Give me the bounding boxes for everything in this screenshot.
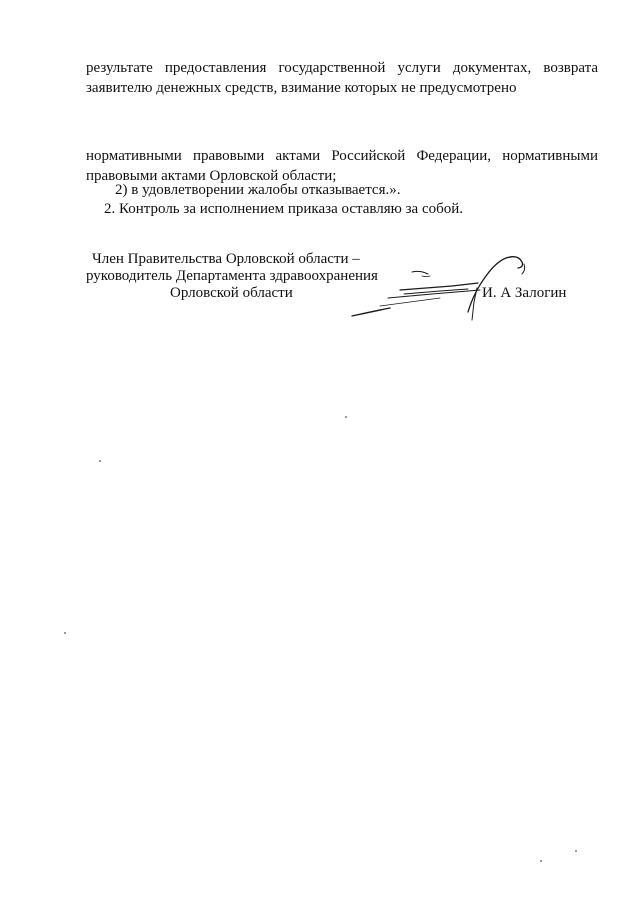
scan-speck — [64, 632, 66, 634]
handwritten-signature — [340, 240, 540, 330]
point-text: 2. Контроль за исполнением приказа оставляю за собой. — [104, 201, 464, 217]
scan-speck — [540, 860, 542, 862]
paragraph-line: результате предоставления государственной услуги документах, возврата — [86, 60, 598, 76]
scan-speck — [345, 416, 347, 418]
paragraph-line: нормативными правовыми актами Российской Федерации, нормативными — [86, 148, 598, 164]
scan-speck — [575, 850, 577, 852]
paragraph-line: правовыми актами Орловской области; — [86, 168, 337, 184]
list-item-refusal — [115, 180, 595, 200]
signatory-position-line: руководитель Департамента здравоохранения — [86, 268, 378, 284]
list-item-text: 2) в удовлетворении жалобы отказывается.». — [115, 182, 401, 198]
paragraph-line: заявителю денежных средств, взимание которых не предусмотрено — [86, 80, 517, 96]
signatory-position-line: Орловской области — [170, 285, 293, 301]
signatory-name: И. А Залогин — [482, 285, 567, 301]
scan-speck — [99, 460, 101, 462]
signatory-position-line: Член Правительства Орловской области – — [92, 251, 360, 267]
paragraph-continuation — [86, 58, 598, 98]
point-control — [104, 199, 594, 219]
